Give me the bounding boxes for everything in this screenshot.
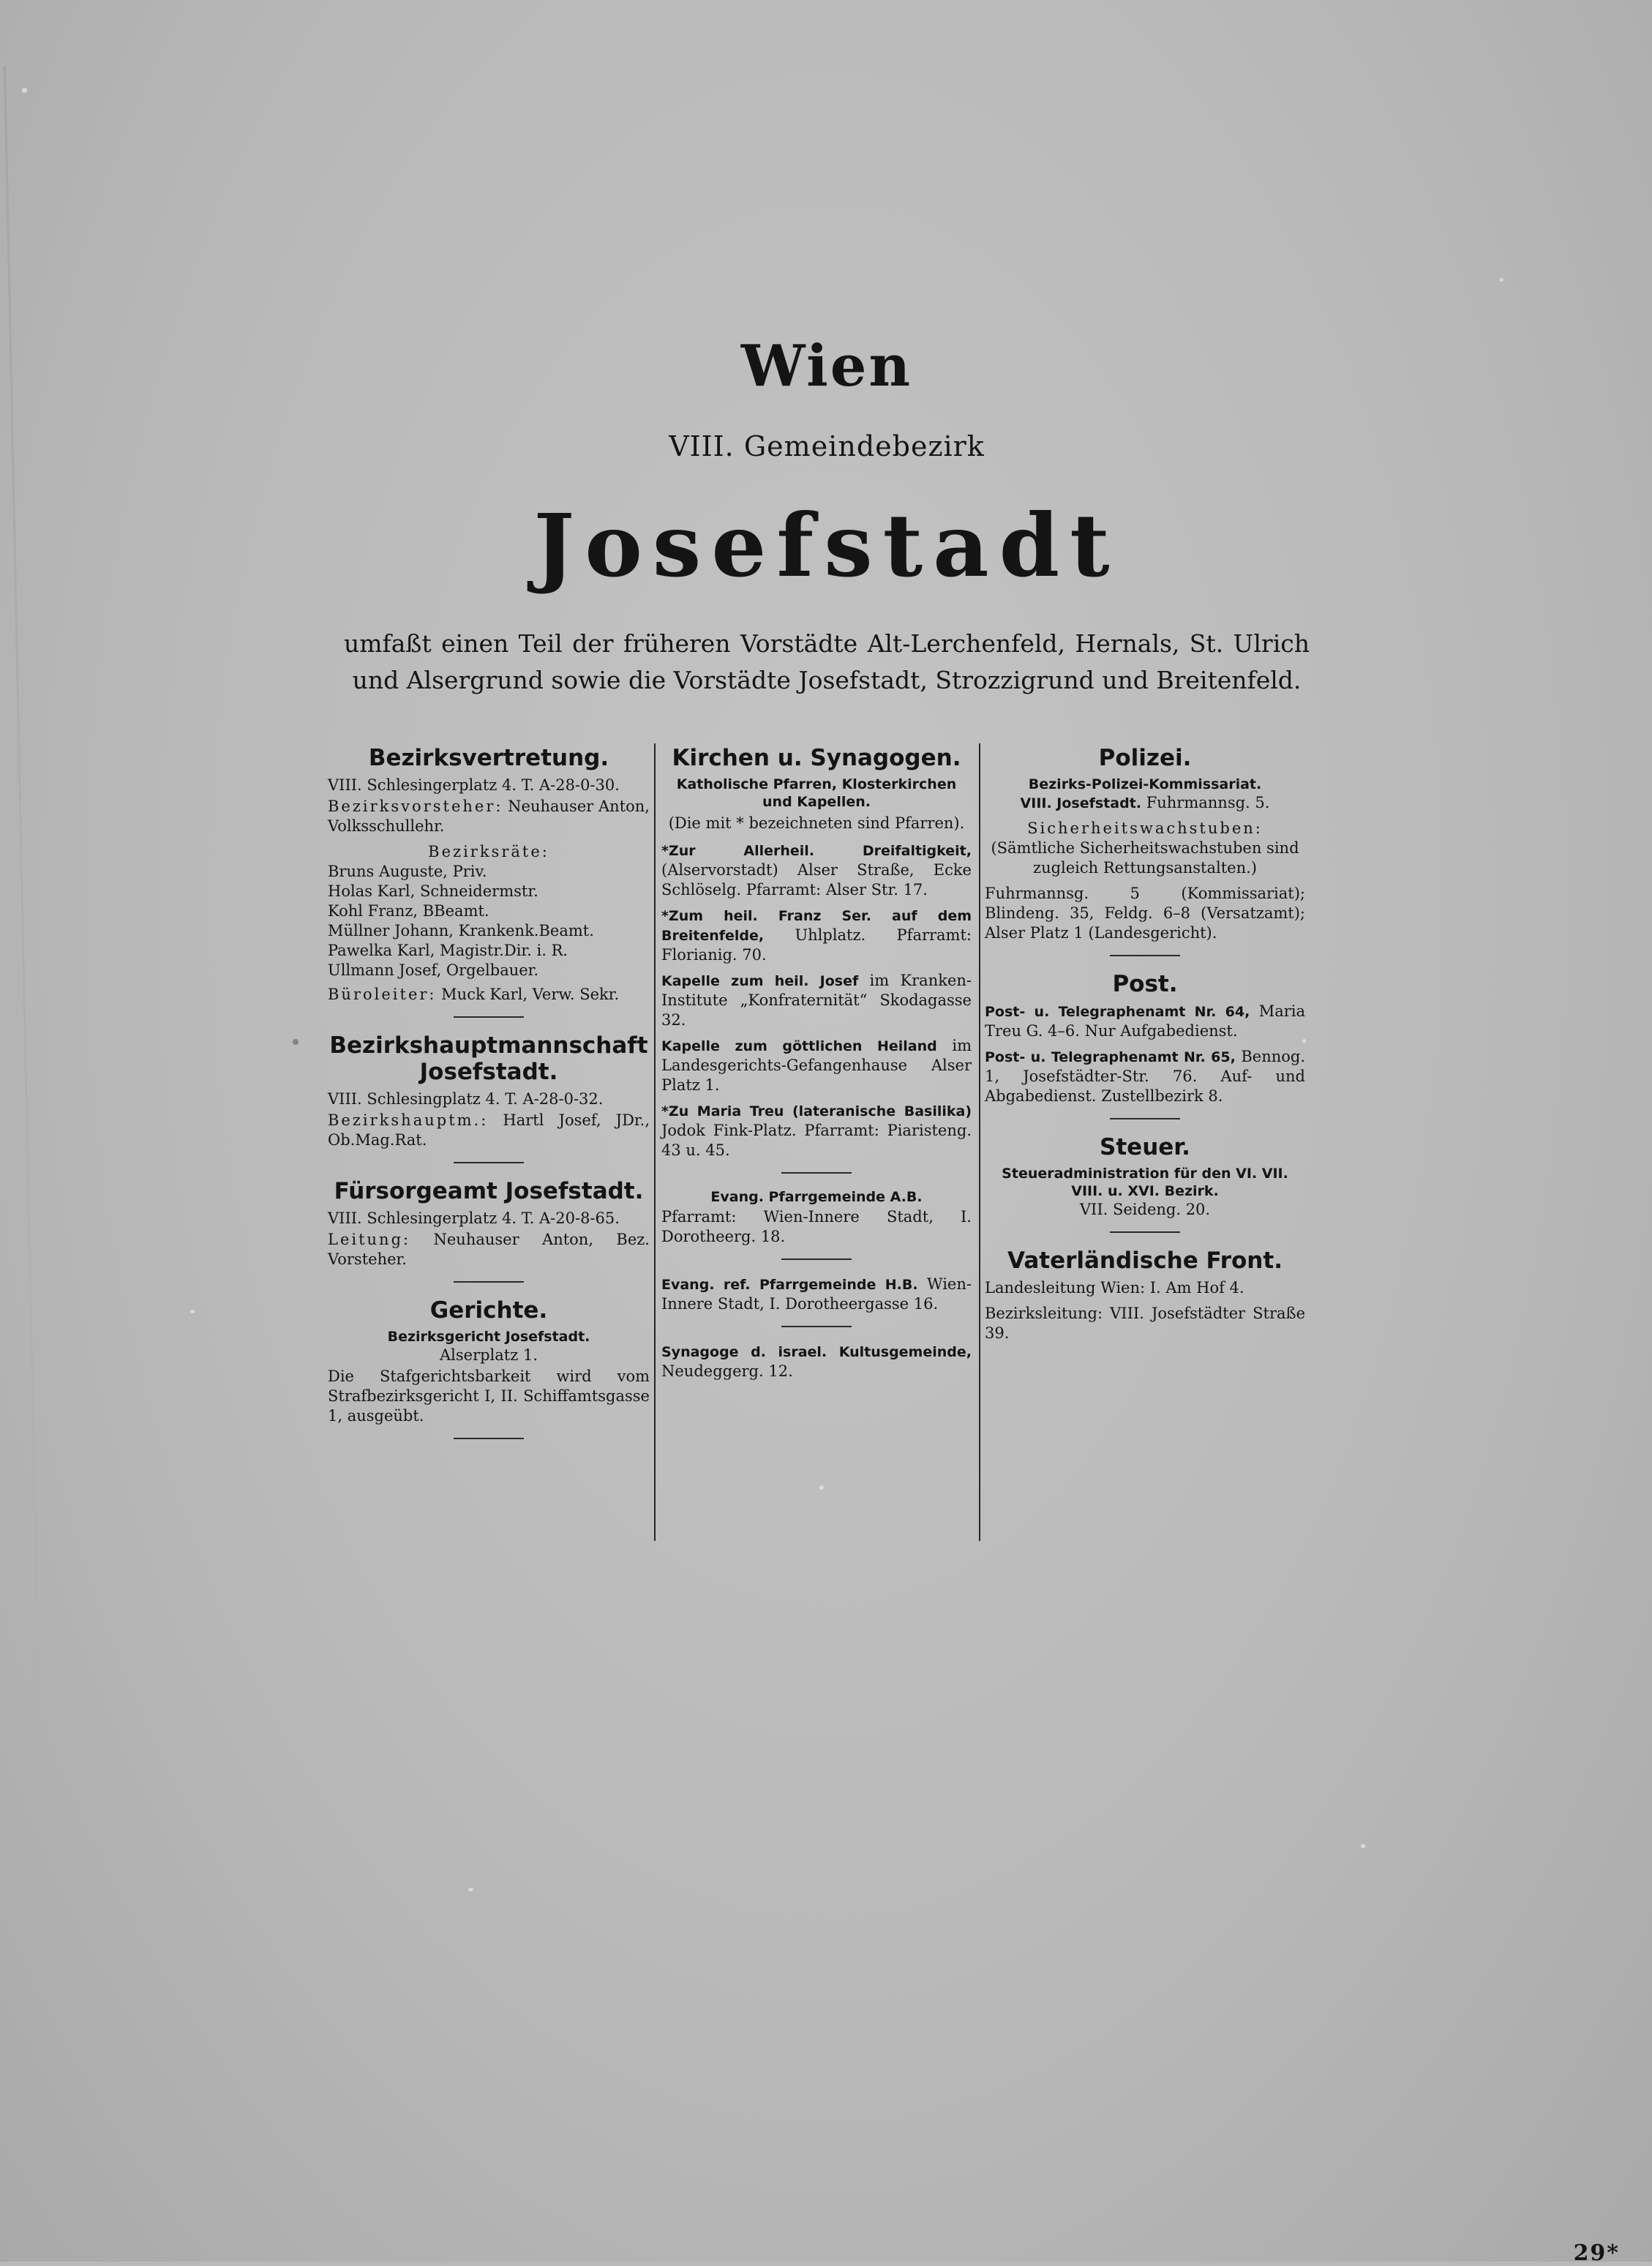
entry-synagogue: [661, 1342, 972, 1381]
entry-label: Büroleiter:: [328, 986, 437, 1003]
subheading-wachstuben: Sicherheitswachstuben:: [1027, 819, 1263, 837]
section-divider: [454, 1162, 524, 1163]
address-line: VIII. Schlesingerplatz 4. T. A-28-0-30.: [328, 776, 620, 794]
address-bold: VIII. Josefstadt.: [1020, 795, 1141, 811]
left-column: [328, 739, 650, 1454]
entry-bezirkshauptmann: [328, 1111, 650, 1150]
post-office-name: Post- u. Telegraphenamt Nr. 64,: [985, 1004, 1250, 1020]
post-entry: [985, 1002, 1305, 1041]
church-name: *Zu Maria Treu (lateranische Basilika): [661, 1103, 972, 1119]
page-header: [322, 333, 1332, 723]
church-name: Kapelle zum heil. Josef: [661, 973, 859, 989]
district-name: Josefstadt: [533, 495, 1120, 596]
middle-column: [661, 739, 972, 1387]
entry-text: Neuhauser Anton, Volksschullehr.: [328, 798, 650, 835]
church-details: Jodok Fink-Platz. Pfarramt: Piaristeng. 43 u. 45.: [661, 1122, 972, 1159]
address-line: VIII. Schlesingerplatz 4. T. A-20-8-65.: [328, 1209, 620, 1227]
subheading-steueradministration: Steueradministration für den VI. VII. VIII. u. XVI. Bezirk.: [1002, 1166, 1288, 1199]
entry-text: Muck Karl, Verw. Sekr.: [441, 986, 620, 1003]
section-divider: [1110, 1118, 1180, 1119]
entry-label: Leitung:: [328, 1231, 411, 1248]
paper-speck: [293, 1039, 299, 1045]
section-title-bezirksvertretung: Bezirksvertretung.: [368, 745, 609, 771]
section-title-vaterlaendische-front: Vaterländische Front.: [1007, 1248, 1283, 1274]
church-details: im Kranken-Institute „Konfraternität“ Skodagasse 32.: [661, 972, 972, 1029]
page-number: 29*: [1573, 2240, 1620, 2266]
list-item: Ullmann Josef, Orgelbauer.: [328, 961, 539, 979]
entry-bezirksleitung: Bezirksleitung: VIII. Josefstädter Straße 39.: [985, 1305, 1305, 1342]
list-item: Pawelka Karl, Magistr.Dir. i. R.: [328, 942, 568, 959]
section-divider: [781, 1326, 852, 1327]
list-item: Holas Karl, Schneidermstr.: [328, 882, 538, 900]
paper-speck: [1361, 1844, 1365, 1848]
section-title-steuer: Steuer.: [1100, 1134, 1190, 1160]
church-name: *Zum heil. Franz Ser. auf dem Breitenfelde,: [661, 908, 972, 944]
entry-text: Neuhauser Anton, Bez. Vorsteher.: [328, 1231, 650, 1268]
column-divider: [654, 743, 656, 1541]
paper-speck: [468, 1888, 473, 1891]
entry-label: Bezirksvorsteher:: [328, 798, 503, 815]
church-entry: [661, 1036, 972, 1095]
section-divider: [454, 1281, 524, 1283]
section-divider: [781, 1172, 852, 1174]
entry-evangelical-ab: Pfarramt: Wien-Innere Stadt, I. Dorotheerg. 18.: [661, 1208, 972, 1245]
church-details: (Alservorstadt) Alser Straße, Ecke Schlöselg. Pfarramt: Alser Str. 17.: [661, 861, 972, 898]
entry-text: Hartl Josef, JDr., Ob.Mag.Rat.: [328, 1111, 650, 1149]
post-office-name: Post- u. Telegraphenamt Nr. 65,: [985, 1049, 1236, 1065]
section-divider: [454, 1438, 524, 1439]
city-title: Wien: [740, 333, 913, 399]
church-details: Wien-Innere Stadt, I. Dorotheergasse 16.: [661, 1275, 972, 1313]
address-line: VIII. Schlesingplatz 4. T. A-28-0-32.: [328, 1090, 604, 1108]
note-line: (Die mit * bezeichneten sind Pfarren).: [668, 814, 965, 832]
church-name: Evang. ref. Pfarrgemeinde H.B.: [661, 1277, 918, 1293]
section-divider: [1110, 1231, 1180, 1233]
section-divider: [781, 1258, 852, 1260]
entry-label: Bezirkshauptm.:: [328, 1111, 489, 1129]
entry-evangelical-hb: [661, 1275, 972, 1314]
list-item: Kohl Franz, BBeamt.: [328, 902, 489, 920]
entry-landesleitung: Landesleitung Wien: I. Am Hof 4.: [985, 1279, 1244, 1297]
paper-speck: [190, 1310, 195, 1313]
right-column: [985, 739, 1305, 1349]
section-title-kirchen: Kirchen u. Synagogen.: [672, 745, 961, 771]
church-name: Kapelle zum göttlichen Heiland: [661, 1038, 937, 1054]
section-title-gerichte: Gerichte.: [429, 1297, 548, 1324]
list-item: Müllner Johann, Krankenk.Beamt.: [328, 922, 594, 939]
list-item: Bruns Auguste, Priv.: [328, 863, 487, 880]
section-title-post: Post.: [1112, 971, 1178, 997]
church-name: *Zur Allerheil. Dreifaltigkeit,: [661, 843, 972, 859]
page-crease: [4, 66, 42, 1822]
church-details: Uhlplatz. Pfarramt: Florianig. 70.: [661, 926, 972, 964]
district-number: VIII. Gemeindebezirk: [669, 430, 985, 462]
entry-bueroleiter: [328, 985, 650, 1005]
post-office-details: Bennog. 1, Josefstädter-Str. 76. Auf- und Abgabedienst. Zustellbezirk 8.: [985, 1048, 1305, 1105]
section-title-bezirkshauptmannschaft: Bezirkshauptmannschaft Josefstadt.: [329, 1032, 648, 1085]
church-entry: [661, 906, 972, 965]
church-name: Synagoge d. israel. Kultusgemeinde,: [661, 1344, 972, 1360]
paper-speck: [22, 88, 27, 93]
subheading-bezirksgericht: Bezirksgericht Josefstadt.: [387, 1329, 590, 1345]
post-office-details: Maria Treu G. 4–6. Nur Aufgabedienst.: [985, 1002, 1305, 1040]
paper-speck: [1500, 278, 1503, 282]
column-divider: [979, 743, 980, 1541]
entry-bezirksvorsteher: [328, 797, 650, 836]
section-divider: [454, 1016, 524, 1018]
district-description: umfaßt einen Teil der früheren Vorstädte Alt-Lerchenfeld, Hernals, St. Ulrich und Alsergrund sowie die Vorstädte Josefstadt, Strozzigrund und Breitenfeld.: [344, 629, 1310, 694]
subheading-kommissariat: Bezirks-Polizei-Kommissariat.: [1028, 776, 1262, 792]
address-line: VII. Seideng. 20.: [1079, 1201, 1211, 1218]
section-title-polizei: Polizei.: [1098, 745, 1192, 771]
section-divider: [1110, 955, 1180, 956]
entry-leitung: [328, 1230, 650, 1269]
entry-locations: Fuhrmannsg. 5 (Kommissariat); Blindeng. 35, Feldg. 6–8 (Versatzamt); Alser Platz 1 (Landesgericht).: [985, 885, 1305, 942]
entry-note: Die Stafgerichtsbarkeit wird vom Strafbezirksgericht I, II. Schiffamtsgasse 1, ausgeübt.: [328, 1368, 650, 1425]
address-line: Alserplatz 1.: [439, 1346, 538, 1364]
church-entry: [661, 971, 972, 1030]
post-entry: [985, 1047, 1305, 1106]
section-title-fuersorgeamt: Fürsorgeamt Josefstadt.: [334, 1178, 644, 1204]
subheading-evangelical-ab: Evang. Pfarrgemeinde A.B.: [710, 1189, 923, 1205]
church-details: im Landesgerichts-Gefangenhause Alser Platz 1.: [661, 1037, 972, 1094]
subheading-bezirksraete: Bezirksräte:: [428, 843, 549, 860]
church-details: Neudeggerg. 12.: [661, 1362, 793, 1380]
church-entry: [661, 1101, 972, 1160]
subheading-catholic: Katholische Pfarren, Klosterkirchen und Kapellen.: [676, 776, 957, 810]
directory-columns: [328, 739, 1305, 1544]
note-line: (Sämtliche Sicherheitswachstuben sind zugleich Rettungsanstalten.): [991, 839, 1299, 877]
church-entry: [661, 841, 972, 900]
address-text: Fuhrmannsg. 5.: [1146, 794, 1270, 811]
address-line: [985, 793, 1305, 813]
